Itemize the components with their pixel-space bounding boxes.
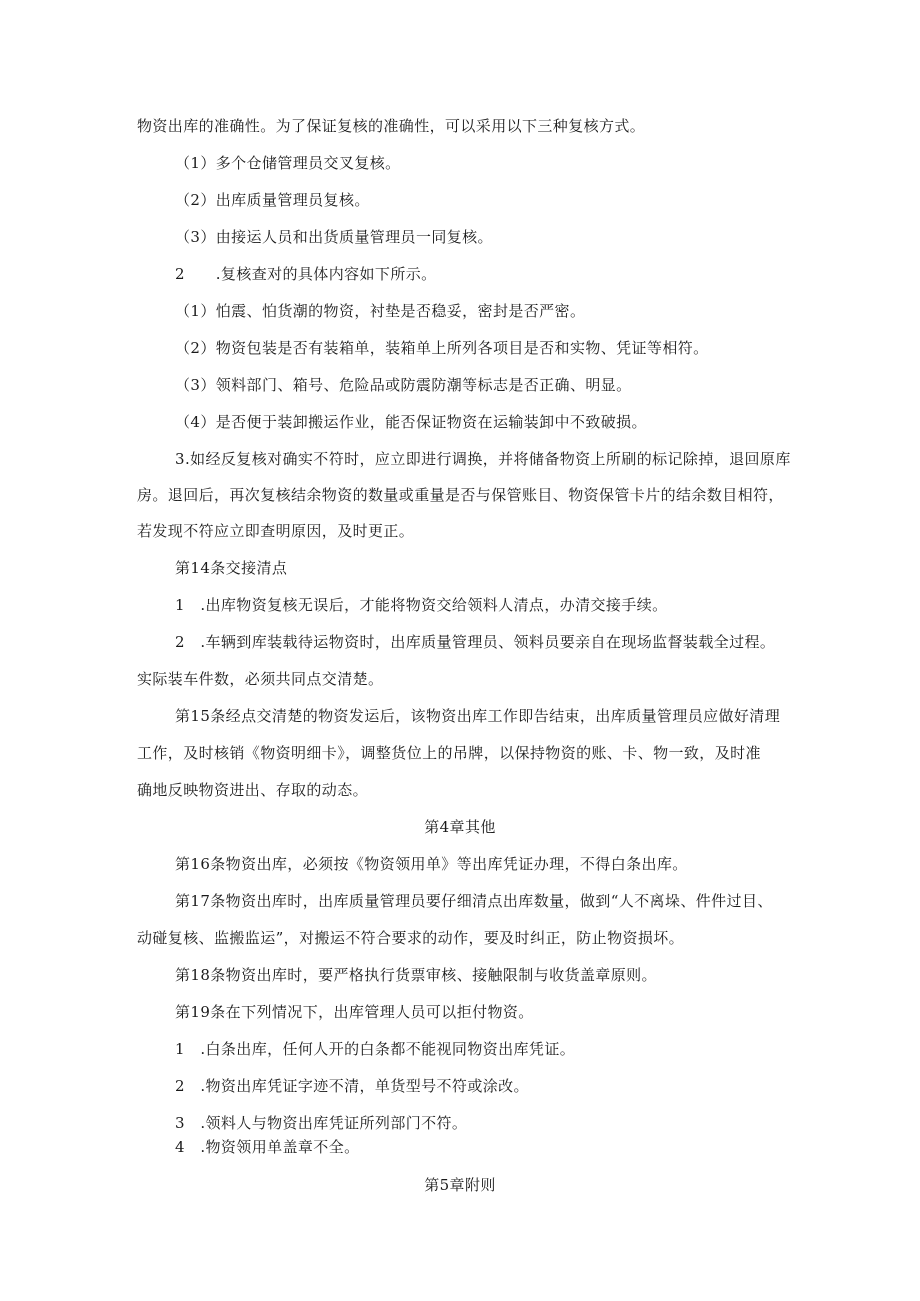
paragraph-line: 第16条物资出库，必须按《物资领用单》等出库凭证办理，不得白条出库。: [175, 855, 688, 873]
list-item: （3）由接运人员和出货质量管理员一同复核。: [175, 228, 493, 246]
paragraph-line: 动碰复核、监搬监运”，对搬运不符合要求的动作，要及时纠正，防止物资损坏。: [137, 929, 685, 947]
paragraph-line: 实际装车件数，必须共同点交清楚。: [137, 670, 384, 688]
paragraph-line: 第15条经点交清楚的物资发运后，该物资出库工作即告结束，出库质量管理员应做好清理: [175, 707, 781, 725]
paragraph-line: 若发现不符应立即查明原因，及时更正。: [137, 522, 415, 540]
article-heading: 第14条交接清点: [175, 559, 288, 577]
paragraph-line: 房。退回后，再次复核结余物资的数量或重量是否与保管账目、物资保管卡片的结余数目相符，: [137, 486, 784, 504]
paragraph-line: 物资出库的准确性。为了保证复核的准确性，可以采用以下三种复核方式。: [137, 117, 646, 135]
list-item: （3）领料部门、箱号、危险品或防震防潮等标志是否正确、明显。: [175, 376, 632, 394]
list-item: 1 .白条出库，任何人开的白条都不能视同物资出库凭证。: [175, 1040, 576, 1058]
list-item: （1）多个仓储管理员交叉复核。: [175, 154, 401, 172]
paragraph-line: 第17条物资出库时，出库质量管理员要仔细清点出库数量，做到“人不离垛、件件过目、: [175, 892, 773, 910]
paragraph-line: 确地反映物资进出、存取的动态。: [137, 781, 369, 799]
paragraph-line: 工作，及时核销《物资明细卡》，调整货位上的吊牌，以保持物资的账、卡、物一致，及时准: [137, 744, 761, 762]
paragraph-line: 第18条物资出库时，要严格执行货票审核、接触限制与收货盖章原则。: [175, 966, 657, 984]
list-item: 3 .领料人与物资出库凭证所列部门不符。: [175, 1114, 468, 1132]
list-item: （4）是否便于装卸搬运作业，能否保证物资在运输装卸中不致破损。: [175, 413, 647, 431]
list-item: 2 .物资出库凭证字迹不清，单货型号不符或涂改。: [175, 1077, 529, 1095]
list-item: 1 .出库物资复核无误后，才能将物资交给领料人清点，办清交接手续。: [175, 596, 668, 614]
chapter-heading: 第5章附则: [424, 1176, 496, 1194]
list-item: 2 .复核查对的具体内容如下所示。: [175, 265, 437, 283]
paragraph-line: 第19条在下列情况下，出库管理人员可以拒付物资。: [175, 1003, 534, 1021]
chapter-heading: 第4章其他: [424, 818, 496, 836]
list-item: （1）怕震、怕货潮的物资，衬垫是否稳妥，密封是否严密。: [175, 302, 586, 320]
list-item: （2）物资包装是否有装箱单，装箱单上所列各项目是否和实物、凭证等相符。: [175, 339, 709, 357]
list-item: 2 .车辆到库装载待运物资时，出库质量管理员、领料员要亲自在现场监督装载全过程。: [175, 633, 776, 651]
list-item: （2）出库质量管理员复核。: [175, 191, 370, 209]
paragraph-line: 3.如经反复核对确实不符时，应立即进行调换，并将储备物资上所刷的标记除掉，退回原库: [175, 450, 791, 468]
list-item: 4 .物资领用单盖章不全。: [175, 1138, 360, 1156]
